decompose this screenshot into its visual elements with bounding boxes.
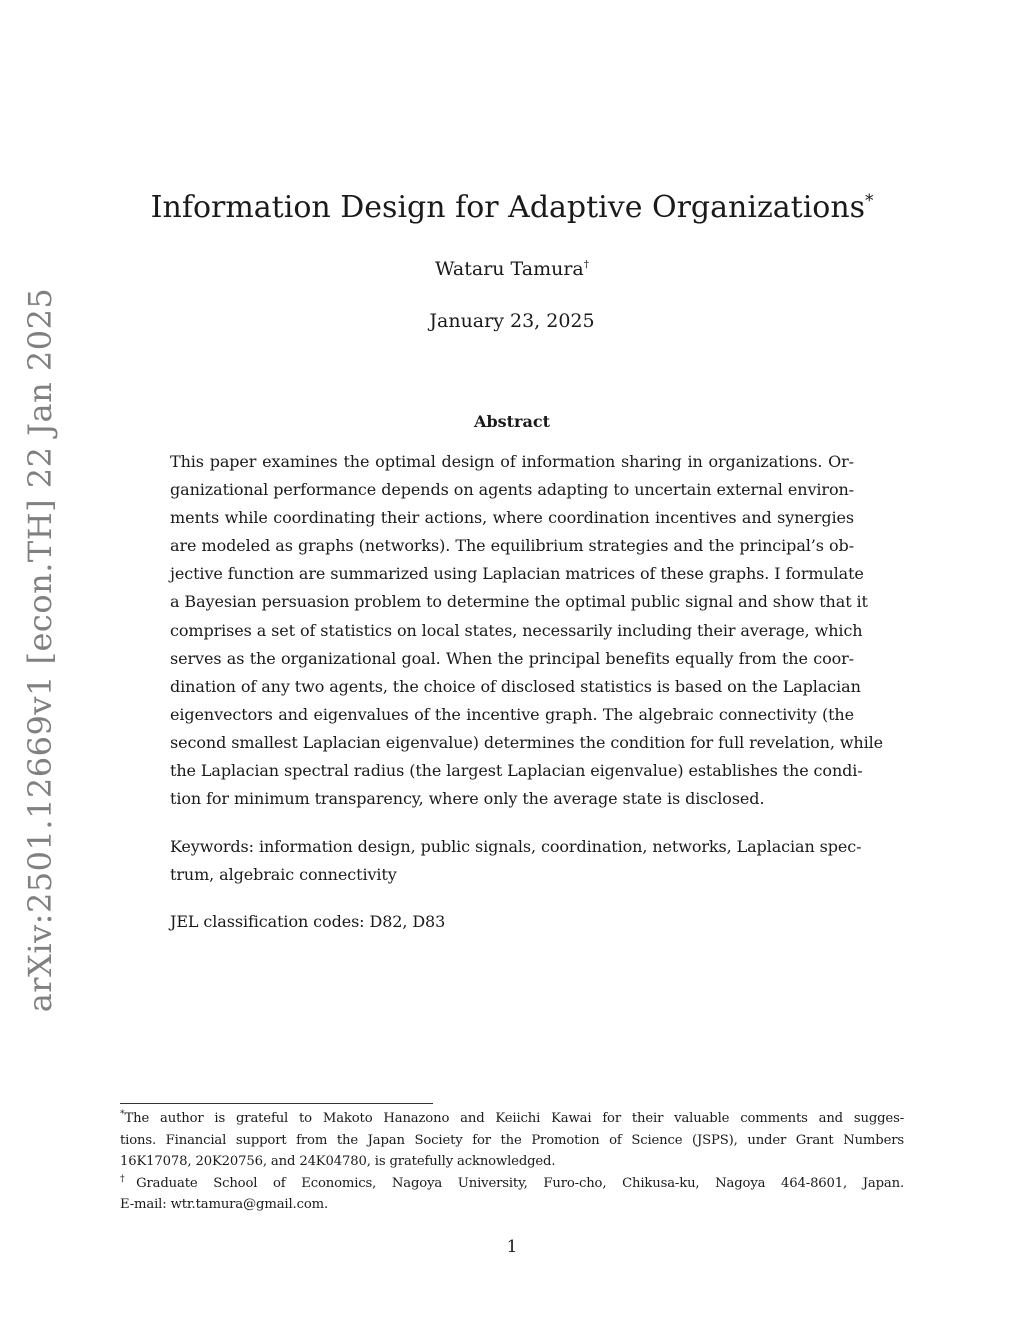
title-footnote-mark[interactable]: *: [865, 191, 874, 210]
abstract-line: This paper examines the optimal design of information sharing in organizations. Or-: [170, 452, 854, 471]
abstract-line: serves as the organizational goal. When the principal benefits equally from the coor-: [170, 648, 854, 668]
footnote-line: 16K17078, 20K20756, and 24K04780, is gratefully acknowledged.: [120, 1154, 556, 1169]
paper-title: [0, 190, 1024, 225]
page-number: 1: [506, 1237, 518, 1257]
abstract-line: ments while coordinating their actions, where coordination incentives and synergies: [170, 508, 854, 528]
abstract-line: dination of any two agents, the choice of disclosed statistics is based on the Laplacian: [170, 676, 861, 696]
author-name-text: Wataru Tamura: [435, 258, 584, 280]
keywords-line: Keywords: information design, public signals, coordination, networks, Laplacian spec-: [170, 837, 862, 856]
footnote-divider: [120, 1103, 433, 1104]
abstract-line: ganizational performance depends on agents adapting to uncertain external environ-: [170, 480, 854, 500]
author-name: [0, 258, 1024, 280]
arxiv-identifier: arXiv:2501.12669v1 [econ.TH] 22 Jan 2025: [21, 287, 59, 1013]
paper-date: January 23, 2025: [429, 310, 595, 332]
abstract-line: eigenvectors and eigenvalues of the incentive graph. The algebraic connectivity (the: [170, 704, 854, 724]
abstract-line: a Bayesian persuasion problem to determine the optimal public signal and show that it: [170, 592, 868, 612]
abstract-body: [170, 448, 884, 813]
abstract-line: are modeled as graphs (networks). The equilibrium strategies and the principal’s ob-: [170, 536, 854, 556]
footnote-mark-affiliation: †: [120, 1173, 137, 1185]
paper-title-text: Information Design for Adaptive Organizations: [150, 190, 866, 225]
abstract-line: jective function are summarized using Laplacian matrices of these graphs. I formulate: [170, 564, 864, 584]
abstract-line: comprises a set of statistics on local states, necessarily including their average, which: [170, 620, 863, 640]
footnote-line: †Graduate School of Economics, Nagoya University, Furo-cho, Chikusa-ku, Nagoya 464-8601, Japan.: [120, 1173, 905, 1191]
jel-codes: JEL classification codes: D82, D83: [170, 912, 446, 931]
abstract-line: the Laplacian spectral radius (the largest Laplacian eigenvalue) establishes the condi-: [170, 761, 863, 781]
abstract-line: tion for minimum transparency, where only the average state is disclosed.: [170, 789, 765, 809]
keywords: [170, 833, 862, 889]
author-footnote-mark[interactable]: †: [583, 258, 589, 271]
keywords-line: trum, algebraic connectivity: [170, 865, 397, 884]
footnotes: [120, 1108, 904, 1216]
footnote-mark-acknowledgment: *: [120, 1108, 125, 1120]
abstract-line: second smallest Laplacian eigenvalue) determines the condition for full revelation, while: [170, 732, 884, 752]
footnote-line: tions. Financial support from the Japan Society for the Promotion of Science (JSPS), under Grant Numbers: [120, 1132, 904, 1148]
abstract-heading: Abstract: [474, 412, 550, 431]
footnote-line: *The author is grateful to Makoto Hanazono and Keiichi Kawai for their valuable comments and sugges-: [120, 1108, 904, 1126]
footnote-line: E-mail: wtr.tamura@gmail.com.: [120, 1197, 329, 1212]
